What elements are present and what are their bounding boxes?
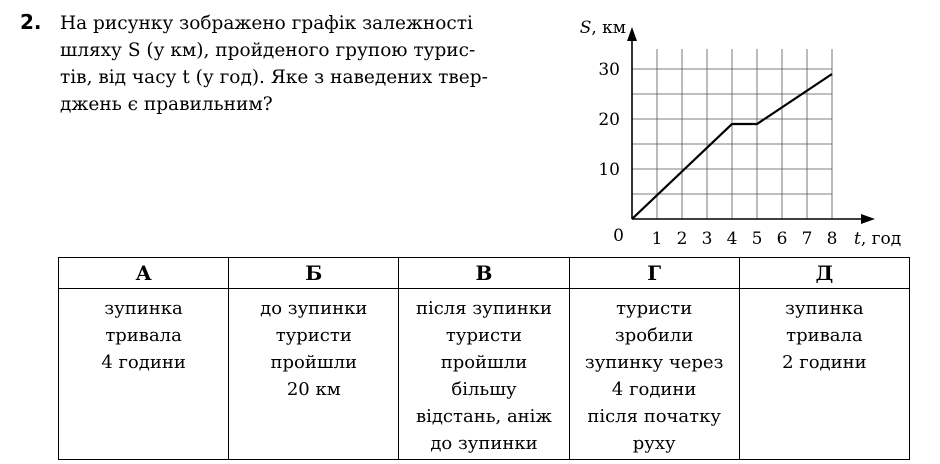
y-axis-arrow-icon bbox=[627, 27, 637, 41]
answer-text-line: після початку bbox=[587, 406, 721, 427]
answer-text-line: до зупинки bbox=[430, 433, 538, 454]
x-tick-label: 4 bbox=[726, 229, 738, 249]
answer-option-v[interactable] bbox=[399, 289, 569, 460]
answer-text-line: до зупинки bbox=[260, 298, 368, 319]
question-line: На рисунку зображено графік залежності bbox=[60, 13, 473, 34]
answer-text-line: туристи bbox=[445, 325, 523, 346]
answer-text-line: 4 години bbox=[611, 379, 697, 400]
answer-text-line: зупинка bbox=[104, 298, 183, 319]
y-axis-label: S, км bbox=[579, 18, 626, 38]
answer-text-line: тривала bbox=[786, 325, 863, 346]
answer-text-line: 2 години bbox=[782, 352, 867, 373]
answer-header-v: В bbox=[399, 258, 569, 289]
y-tick-label: 10 bbox=[598, 160, 620, 180]
x-tick-label: 3 bbox=[701, 229, 713, 249]
answer-text-line: зробили bbox=[614, 325, 694, 346]
answer-header-h: Г bbox=[569, 258, 739, 289]
answer-text-line: зупинка bbox=[785, 298, 864, 319]
answer-option-a[interactable] bbox=[59, 289, 229, 460]
x-tick-label: 2 bbox=[676, 229, 688, 249]
answer-text-line: 4 години bbox=[101, 352, 186, 373]
answer-text-line: пройшли bbox=[440, 352, 528, 373]
answer-text-line: відстань, аніж bbox=[415, 406, 552, 427]
answer-header-a: А bbox=[59, 258, 229, 289]
answer-options-row bbox=[59, 289, 910, 460]
question-line: шляху S (у км), пройденого групою турис- bbox=[60, 40, 476, 61]
x-tick-label: 6 bbox=[776, 229, 788, 249]
answer-option-h[interactable] bbox=[569, 289, 739, 460]
question-text bbox=[60, 10, 540, 118]
answer-text-line: 20 км bbox=[286, 379, 341, 400]
y-tick-label: 30 bbox=[598, 60, 620, 80]
answer-text-line: туристи bbox=[275, 325, 352, 346]
x-tick-label: 1 bbox=[651, 229, 663, 249]
answer-header-d: Д bbox=[739, 258, 909, 289]
answer-text-line: руху bbox=[632, 433, 676, 454]
answer-text-line: туристи bbox=[616, 298, 693, 319]
question-number: 2. bbox=[20, 10, 42, 34]
answer-text-line: пройшли bbox=[270, 352, 358, 373]
x-tick-label: 8 bbox=[826, 229, 838, 249]
answer-options-table bbox=[58, 257, 910, 460]
answer-text-line: тривала bbox=[105, 325, 182, 346]
distance-time-graph bbox=[560, 10, 920, 250]
x-tick-label: 5 bbox=[751, 229, 763, 249]
answer-text-line: зупинку через bbox=[584, 352, 724, 373]
origin-label: 0 bbox=[613, 226, 624, 246]
x-axis-arrow-icon bbox=[861, 214, 875, 224]
x-axis-label: t, год bbox=[854, 229, 902, 249]
answer-header-row bbox=[59, 258, 910, 289]
answer-header-b: Б bbox=[229, 258, 399, 289]
answer-option-d[interactable] bbox=[739, 289, 909, 460]
answer-text-line: після зупинки bbox=[415, 298, 552, 319]
question-line: джень є правильним? bbox=[60, 94, 273, 115]
question-line: тів, від часу t (у год). Яке з наведених твер- bbox=[60, 67, 488, 88]
answer-text-line: більшу bbox=[451, 379, 517, 400]
y-tick-label: 20 bbox=[598, 110, 620, 130]
answer-option-b[interactable] bbox=[229, 289, 399, 460]
x-tick-label: 7 bbox=[801, 229, 813, 249]
